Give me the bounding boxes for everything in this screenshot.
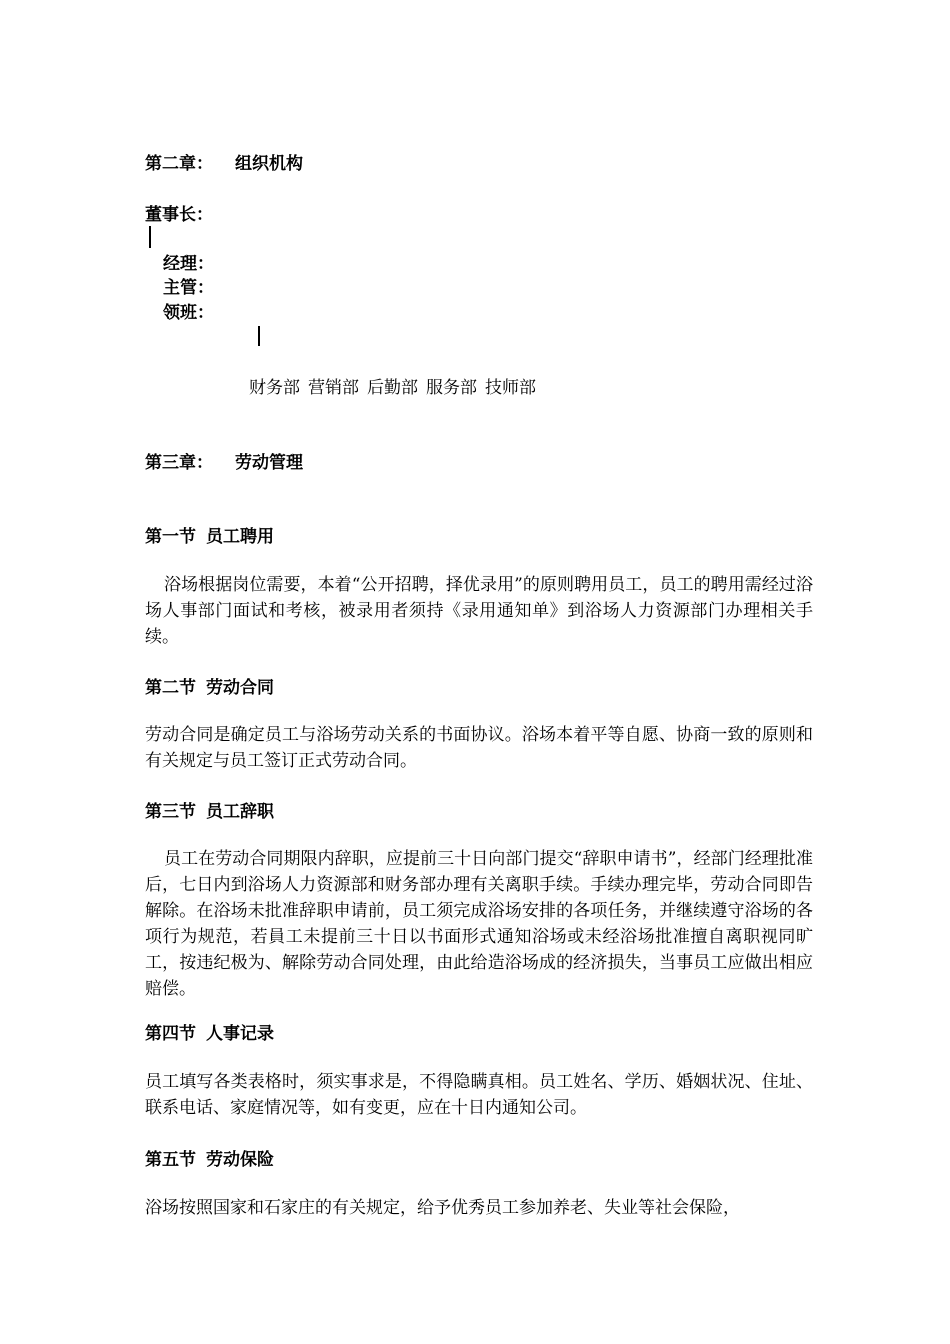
org-manager-label: 经理：	[163, 254, 214, 274]
department-finance: 财务部	[249, 378, 300, 398]
chapter-3-title: 劳动管理	[235, 453, 303, 473]
section-4-title: 人事记录	[206, 1024, 274, 1044]
chapter-3-label: 第三章：	[145, 453, 213, 473]
department-logistics: 后勤部	[367, 378, 418, 398]
section-2-label: 第二节	[145, 678, 196, 698]
section-3-title: 员工辞职	[206, 802, 274, 822]
department-service: 服务部	[426, 378, 477, 398]
section-4-heading	[145, 1022, 274, 1046]
section-3-label: 第三节	[145, 802, 196, 822]
chapter-2-label: 第二章：	[145, 154, 213, 174]
org-departments	[249, 376, 544, 400]
section-3-heading	[145, 800, 274, 824]
section-5-paragraph: 浴场按照国家和石家庄的有关规定，给予优秀员工参加养老、失业等社会保险，	[145, 1198, 740, 1218]
section-2-paragraph: 劳动合同是确定员工与浴场劳动关系的书面协议。浴场本着平等自愿、协商一致的原则和有关规定与员工签订正式劳动合同。	[145, 725, 813, 771]
section-4-paragraph: 员工填写各类表格时，须实事求是，不得隐瞒真相。员工姓名、学历、婚姻状况、住址、联系电话、家庭情况等，如有变更，应在十日内通知公司。	[145, 1072, 813, 1118]
section-1-paragraph: 浴场根据岗位需要，本着“公开招聘，择优录用”的原则聘用员工，员工的聘用需经过浴场人事部门面试和考核，被录用者须持《录用通知单》到浴场人力资源部门办理相关手续。	[145, 575, 813, 647]
section-3-paragraph: 员工在劳动合同期限内辞职，应提前三十日向部门提交“辞职申请书”，经部门经理批准后，七日内到浴场人力资源部和财务部办理有关离职手续。手续办理完毕，劳动合同即告解除。在浴场未批准辞职申请前，员工须完成浴场安排的各项任务，并继续遵守浴场的各项行为规范，若員工未提前三十日以书面形式通知浴场或未经浴场批准擅自离职视同旷工，按违纪极为、解除劳动合同处理，由此给造浴场成的经济损失，当事员工应做出相应赔偿。	[145, 849, 813, 999]
org-foreman-label: 领班：	[163, 303, 214, 323]
section-5-heading	[145, 1148, 274, 1172]
chapter-2-heading	[145, 152, 303, 176]
section-1-title: 员工聘用	[206, 527, 274, 547]
section-5-label: 第五节	[145, 1150, 196, 1170]
org-supervisor-label: 主管：	[163, 278, 214, 298]
section-4-label: 第四节	[145, 1024, 196, 1044]
section-1-label: 第一节	[145, 527, 196, 547]
section-2-heading	[145, 676, 274, 700]
section-1-heading	[145, 525, 274, 549]
department-marketing: 营销部	[308, 378, 359, 398]
chapter-2-title: 组织机构	[235, 154, 303, 174]
section-2-title: 劳动合同	[206, 678, 274, 698]
section-5-title: 劳动保险	[206, 1150, 274, 1170]
org-connector-line-2	[258, 326, 260, 346]
department-technician: 技师部	[485, 378, 536, 398]
org-connector-line-1	[149, 226, 151, 248]
org-chairman-label: 董事长：	[145, 205, 213, 225]
chapter-3-heading	[145, 451, 303, 475]
